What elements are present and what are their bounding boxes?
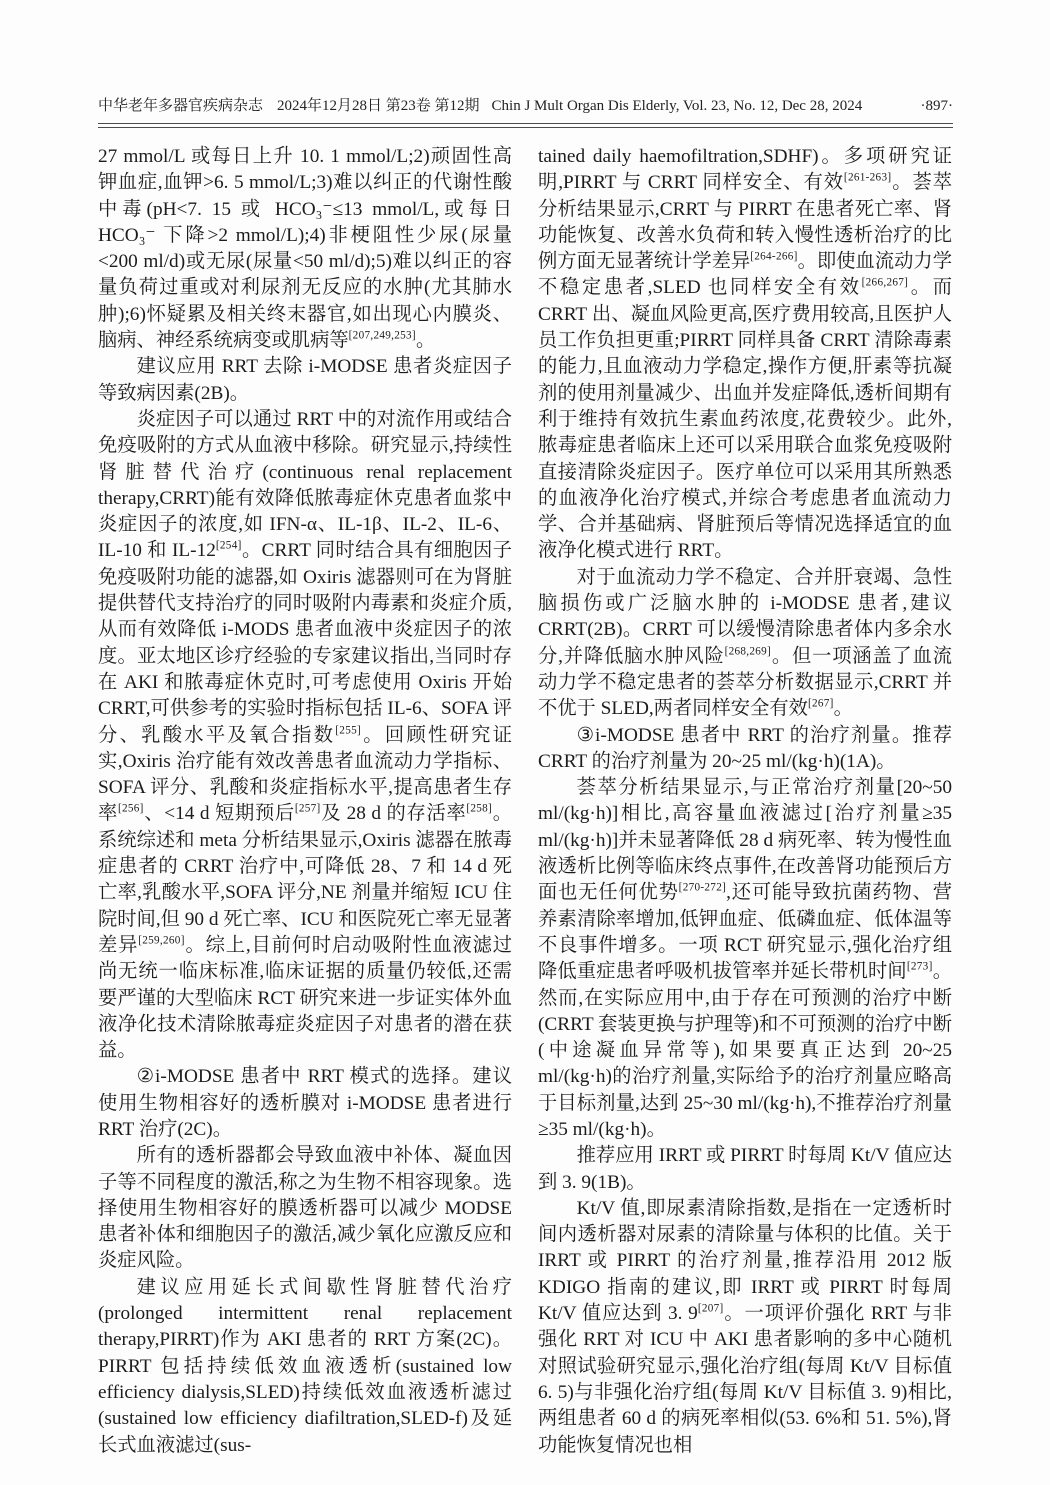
paragraph: ②i-MODSE 患者中 RRT 模式的选择。建议使用生物相容好的透析膜对 i-MODSE 患者进行 RRT 治疗(2C)。 <box>98 1066 512 1140</box>
paragraph: Kt/V 值,即尿素清除指数,是指在一定透析时间内透析器对尿素的清除量与体积的比值。关于 IRRT 或 PIRRT 的治疗剂量,推荐沿用 2012 版 KDIGO 指南的建议,即 IRRT 或 PIRRT 时每周 Kt/V 值应达到 3. 9[207]。一项评价强化 RRT 与非强化 RRT 对 ICU 中 AKI 患者影响的多中心随机对照试验研究显示,强化治疗组(每周 Kt/V 目标值 6. 5)与非强化治疗组(每周 Kt/V 目标值 3. 9)相比,两组患者 60 d 的病死率相似(53. 6%和 51. 5%),肾功能恢复情况也相 <box>538 1197 952 1456</box>
citation-reference: [259,260] <box>138 934 185 947</box>
journal-title-en: Chin J Mult Organ Dis Elderly, Vol. 23, No. 12, Dec 28, 2024 <box>491 98 863 114</box>
citation-reference: [267] <box>807 697 834 710</box>
paragraph: tained daily haemofiltration,SDHF)。多项研究证明,PIRRT 与 CRRT 同样安全、有效[261-263]。荟萃分析结果显示,CRRT 与 PIRRT 在患者死亡率、肾功能恢复、改善水负荷和转入慢性透析治疗的比例方面无显著统计学差异[264-266]。即使血流动力学不稳定患者,SLED 也同样安全有效[266,267]。而 CRRT 出、凝血风险更高,医疗费用较高,且医护人员工作负担更重;PIRRT 同样具备 CRRT 清除毒素的能力,且血液动力学稳定,操作方便,肝素等抗凝剂的使用剂量减少、出血并发症降低,透析间期有利于维持有效抗生素血药浓度,花费较少。此外,脓毒症患者临床上还可以采用联合血浆免疫吸附直接清除炎症因子。医疗单位可以采用其所熟悉的血液净化治疗模式,并综合考虑患者血流动力学、合并基础病、肾脏预后等情况选择适宜的血液净化模式进行 RRT。 <box>538 146 953 562</box>
header-divider <box>98 123 953 128</box>
citation-reference: [257] <box>294 803 321 815</box>
citation-reference: [254] <box>215 540 242 553</box>
paragraph: ③i-MODSE 患者中 RRT 的治疗剂量。推荐 CRRT 的治疗剂量为 20~25 ml/(kg·h)(1A)。 <box>538 724 952 772</box>
page-number: ·897· <box>920 98 953 114</box>
paragraph: 炎症因子可以通过 RRT 中的对流作用或结合免疫吸附的方式从血液中移除。研究显示,持续性肾脏替代治疗(continuous renal replacement therapy,CRRT)能有效降低脓毒症休克患者血浆中炎症因子的浓度,如 IFN-α、IL-1β、IL-2、IL-6、IL-10 和 IL-12[254]。CRRT 同时结合具有细胞因子免疫吸附功能的滤器,如 Oxiris 滤器则可在为肾脏提供替代支持治疗的同时吸附内毒素和炎症介质,从而有效降低 i-MODS 患者血液中炎症因子的浓度。亚太地区诊疗经验的专家建议指出,当同时存在 AKI 和脓毒症休克时,可考虑使用 Oxiris 开始 CRRT,可供参考的实验时指标包括 IL-6、SOFA 评分、乳酸水平及氧合指数[255]。回顾性研究证实,Oxiris 治疗能有效改善患者血流动力学指标、SOFA 评分、乳酸和炎症指标水平,提高患者生存率[256]、<14 d 短期预后[257]及 28 d 的存活率[258]。系统综述和 meta 分析结果显示,Oxiris 滤器在脓毒症患者的 CRRT 治疗中,可降低 28、7 和 14 d 死亡率,乳酸水平,SOFA 评分,NE 剂量并缩短 ICU 住院时间,但 90 d 死亡率、ICU 和医院死亡率无显著差异[259,260]。综上,目前何时启动吸附性血液滤过尚无统一临床标准,临床证据的质量仍较低,还需要严谨的大型临床 RCT 研究来进一步证实体外血液净化技术清除脓毒症炎症因子对患者的潜在获益。 <box>98 408 513 1062</box>
journal-page <box>98 97 953 1459</box>
paragraph: 27 mmol/L 或每日上升 10. 1 mmol/L;2)顽固性高钾血症,血钾>6. 5 mmol/L;3)难以纠正的代谢性酸中毒(pH<7. 15 或 HCO₃⁻≤13 mmol/L,或每日 HCO₃⁻ 下降>2 mmol/L);4)非梗阻性少尿(尿量<200 ml/d)或无尿(尿量<50 ml/d);5)难以纠正的容量负荷过重或对利尿剂无反应的水肿(尤其肺水肿);6)怀疑累及相关终末器官,如出现心内膜炎、脑病、神经系统病变或肌病等[207,249,253]。 <box>98 146 512 352</box>
article-body <box>98 144 953 1459</box>
left-column <box>98 144 512 1459</box>
citation-reference: [256] <box>117 803 144 815</box>
citation-reference: [273] <box>906 960 933 973</box>
citation-reference: [255] <box>335 724 362 737</box>
page-header <box>98 97 953 116</box>
paragraph: 对于血流动力学不稳定、合并肝衰竭、急性脑损伤或广泛脑水肿的 i-MODSE 患者,建议 CRRT(2B)。CRRT 可以缓慢清除患者体内多余水分,并降低脑水肿风险[268,269]。但一项涵盖了血流动力学不稳定患者的荟萃分析数据显示,CRRT 并不优于 SLED,两者同样安全有效[267]。 <box>538 566 952 720</box>
paragraph: 建议应用 RRT 去除 i-MODSE 患者炎症因子等致病因素(2B)。 <box>98 356 512 404</box>
citation-reference: [266,267] <box>861 277 909 290</box>
right-column <box>538 144 952 1459</box>
citation-reference: [261-263] <box>843 171 892 184</box>
citation-reference: [264-266] <box>750 250 798 263</box>
citation-reference: [258] <box>466 803 493 815</box>
paragraph: 推荐应用 IRRT 或 PIRRT 时每周 Kt/V 值应达到 3. 9(1B)。 <box>538 1145 952 1193</box>
citation-reference: [268,269] <box>724 645 772 658</box>
citation-reference: [207] <box>697 1302 724 1315</box>
paragraph: 所有的透析器都会导致血液中补体、凝血因子等不同程度的激活,称之为生物不相容现象。选择使用生物相容好的膜透析器可以减少 MODSE 患者补体和细胞因子的激活,减少氧化应激反应和炎症风险。 <box>98 1145 512 1272</box>
journal-header-line <box>98 97 862 116</box>
journal-issue-info: 2024年12月28日 第23卷 第12期 <box>277 98 480 114</box>
paragraph: 建议应用延长式间歇性肾脏替代治疗(prolonged intermittent renal replacement therapy,PIRRT)作为 AKI 患者的 RRT 方案(2C)。PIRRT 包括持续低效血液透析(sustained low efficiency dialysis,SLED)持续低效血液透析滤过(sustained low efficiency diafiltration,SLED-f)及延长式血液滤过(sus- <box>98 1276 512 1456</box>
journal-title-cn: 中华老年多器官疾病杂志 <box>98 98 264 114</box>
paragraph: 荟萃分析结果显示,与正常治疗剂量[20~50 ml/(kg·h)]相比,高容量血液滤过[治疗剂量≥35 ml/(kg·h)]并未显著降低 28 d 病死率、转为慢性血液透析比例等临床终点事件,在改善肾功能预后方面也无任何优势[270-272],还可能导致抗菌药物、营养素清除率增加,低钾血症、低磷血症、低体温等不良事件增多。一项 RCT 研究显示,强化治疗组降低重症患者呼吸机拔管率并延长带机时间[273]。然而,在实际应用中,由于存在可预测的治疗中断(CRRT 套装更换与护理等)和不可预测的治疗中断(中途凝血异常等),如果要真正达到 20~25 ml/(kg·h)的治疗剂量,实际给予的治疗剂量应略高于目标剂量,达到 25~30 ml/(kg·h),不推荐治疗剂量≥35 ml/(kg·h)。 <box>538 777 953 1140</box>
citation-reference: [270-272] <box>678 881 727 894</box>
citation-reference: [207,249,253] <box>348 329 416 342</box>
